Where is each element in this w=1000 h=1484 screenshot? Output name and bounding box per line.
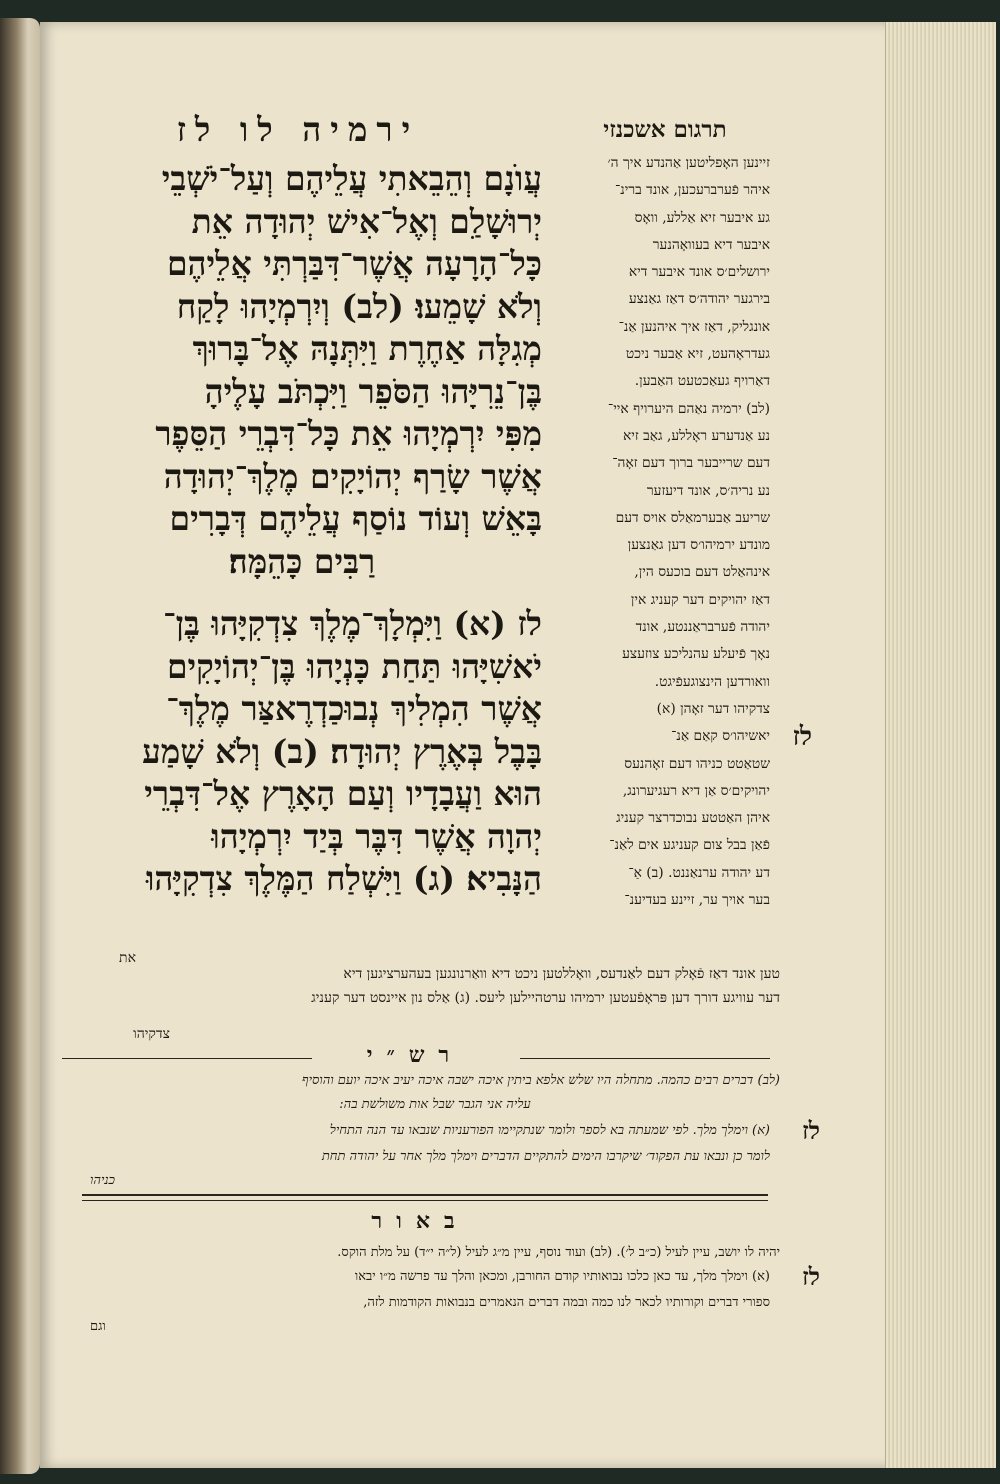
targum-line: דעם שרייבער ברוך דעם זאָה־ xyxy=(612,455,770,472)
targum-continuation-line: דער עוויגע דורך דען פּראָפֿעטען ירמיהו ערטהיילען ליעס. (ג) אַלס נון איינסט דער קעניג xyxy=(311,990,780,1006)
biur-line: יהיה לו יושב, עיין לעיל (כ״ב ל׳). (לב) ועוד נוסף, עיין מ״ג לעיל (ל״ה י״ד) על מלת הוקס. xyxy=(337,1245,780,1260)
targum-column xyxy=(545,150,770,958)
left-page-edge xyxy=(0,18,40,1474)
biur-heading: באור xyxy=(371,1208,469,1234)
targum-line: (לב) ירמיה נאַהם היערויף איי־ xyxy=(607,400,770,417)
main-text-line: יְרוּשָׁלַ͏ִם וְאֶל־אִישׁ יְהוּדָה אֵת xyxy=(191,201,542,241)
main-text-line: לז (א) וַיִּמְלָךְ־מֶלֶךְ צִדְקִיָּהוּ בֶּן־ xyxy=(162,604,542,643)
targum-chapter-marker: לז xyxy=(792,722,812,752)
rashi-chapter-marker: לז xyxy=(802,1116,820,1145)
rashi-line: כניהו xyxy=(90,1173,115,1188)
targum-line: יאשיהו׳ס קאַם אַנ־ xyxy=(671,728,770,745)
rashi-rule-right xyxy=(520,1058,770,1059)
main-text-line: הוּא וַעֲבָדָיו וְעַם הָאָרֶץ אֶל־דִּבְרֵי xyxy=(144,774,542,813)
biur-line: וגם xyxy=(90,1319,106,1334)
page-stack-edge xyxy=(885,22,996,1468)
targum-line: בער אויך ער, זיינע בעדיענ־ xyxy=(624,892,770,909)
targum-line: נאָך פֿיעלע עהנליכע צוזעצע xyxy=(622,646,770,663)
targum-line: איבער דיא בעוואָהנער xyxy=(652,236,770,253)
main-text-line: אֲשֶׁר שָׂרַף יְהוֹיָקִים מֶלֶךְ־יְהוּדָה xyxy=(163,456,542,496)
biur-chapter-marker: לז xyxy=(802,1262,820,1291)
rashi-line: לומר כן ונבאו עת הפקוד׳ שיקרבו הימים להתקיים הדברים וימלך מלך אחר על יהודה תחת xyxy=(321,1149,770,1164)
targum-line: יהודה פֿערבראַננטע, אונד xyxy=(635,619,770,636)
targum-line: בירגער יהודה׳ס דאַז גאַנצע xyxy=(628,291,770,308)
targum-line: פֿאַן בבל צום קעניגע אים לאַנ־ xyxy=(609,837,770,854)
rashi-rule-left xyxy=(62,1058,312,1059)
main-text-line: כָּל־הָרָעָה אֲשֶׁר־דִּבַּרְתִּי אֲלֵיהֶם xyxy=(166,244,542,283)
targum-line: נע נריה׳ס, אונד דיעזער xyxy=(646,482,770,499)
chapter-gap xyxy=(62,583,542,603)
main-text-line: יֹאשִׁיָּהוּ תַּחַת כָּנְיָהוּ בֶּן־יְהוֹיָקִים xyxy=(166,646,542,686)
targum-line: דאַרויף געאַכטעט האַבען. xyxy=(634,373,770,390)
main-text-line: וְלֹא שָׁמֵעוּ׃ (לב) וְיִרְמְיָהוּ לָקַח xyxy=(176,286,542,326)
biur-line: ספורי דברים וקורותיו לכאר לנו כמה ובמה דברים הנאמרים בנבואות הקודמות לזה, xyxy=(363,1295,770,1310)
main-text-line: אֲשֶׁר הִמְלִיךְ נְבוּכַדְרֶאצַּר מֶלֶךְ־ xyxy=(166,689,542,728)
main-text-line: מִפִּי יִרְמְיָהוּ אֵת כָּל־דִּבְרֵי הַסֵּפֶר xyxy=(155,414,542,453)
targum-line: דאַז יהויקים דער קעניג אין xyxy=(630,591,770,608)
biur-line: (א) וימלך מלך, עד כאן כלכו נבואותיו קודם החורבן, ומכאן והלך עד פרשה מ״ו יבאו xyxy=(354,1269,770,1284)
targum-line: אונגליק, דאַז איך איהנען אַנ־ xyxy=(618,318,770,335)
targum-line: וואורדען הינצוגעפֿיגט. xyxy=(654,673,770,690)
targum-line: איהן האַטטע נבוכדרצר קעניג xyxy=(616,810,770,827)
targum-line: אינהאַלט דעם בוכעס הין, xyxy=(634,564,770,581)
main-text-line: רַבִּים כָּהֵמָּה׃ xyxy=(228,541,376,581)
targum-line: מונדע ירמיהו׳ס דען גאַנצען xyxy=(627,537,770,554)
targum-line: יהויקים׳ס אַן דיא רעגיערונג, xyxy=(622,782,770,799)
targum-line: שטאַטט כניהו דעם זאָהנעס xyxy=(624,755,770,772)
main-text-line: מְגִלָּה אַחֶרֶת וַיִּתְּנָהּ אֶל־בָּרוּךְ xyxy=(192,329,542,368)
targum-line: דע יהודה ערנאַננט. (ב) אַ־ xyxy=(628,864,770,881)
targum-line: צדקיהו דער זאָהן (א) xyxy=(656,700,770,717)
targum-line: געדראָהעט, זיא אַבער ניכט xyxy=(625,346,770,363)
main-hebrew-text xyxy=(62,158,542,948)
targum-continuation-line: טען אונד דאַז פֿאָלק דעם לאַנדעס, וואָללטען ניכט דיא וואַרנונגען בעהערציגען דיא xyxy=(343,966,780,982)
main-text-line: בֶּן־נֵרִיָּהוּ הַסֹּפֵר וַיִּכְתֹּב עָלֶיהָ xyxy=(204,371,542,411)
book-title-header: ירמיה לו לז xyxy=(176,110,420,149)
rashi-line: עליה אני הגבר שבל אות משולשת בה: xyxy=(339,1097,531,1112)
main-text-line: עֲוֺנָם וְהֵבֵאתִי עֲלֵיהֶם וְעַל־יֹשְׁבֵי xyxy=(161,159,542,198)
targum-line: גע איבער זיא אַללע, וואָס xyxy=(634,209,770,226)
main-text-line: בָּאֵשׁ וְעוֹד נוֹסַף עֲלֵיהֶם דְּבָרִים xyxy=(169,499,542,538)
targum-line: שריעב אַבערמאַלס אויס דעם xyxy=(615,509,770,526)
section-divider xyxy=(82,1194,768,1196)
rashi-line: (לב) דברים רבים כהמה. מתחלה היו שלש אלפא ביתין איכה ישבה איכה יעיב איכה יועם והוסיף xyxy=(301,1073,780,1088)
main-text-line: בָּבֶל בְּאֶרֶץ יְהוּדָה׃ (ב) וְלֹא שָׁמַע xyxy=(142,731,542,771)
rashi-heading: רש״י xyxy=(366,1042,464,1068)
targum-line: ירושלים׳ס אונד איבער דיא xyxy=(628,264,770,281)
targum-line: איהר פֿערברעכען, אונד ברינ־ xyxy=(614,182,770,199)
catchword-side: צדקיהו xyxy=(133,1026,170,1042)
main-text-line: יְהוָה אֲשֶׁר דִּבֶּר בְּיַד יִרְמְיָהוּ xyxy=(211,816,542,856)
section-divider-thin xyxy=(82,1200,768,1201)
catchword-top: את xyxy=(119,950,136,966)
rashi-line: (א) וימלך מלך. לפי שמעתה בא לספר ולומר שנתקיימו הפורעניות שנבאו עד הנה התחיל xyxy=(329,1123,770,1138)
targum-title-header: תרגום אשכנזי xyxy=(603,116,727,143)
main-text-line: הַנָּבִיא׃ (ג) וַיִּשְׁלַח הַמֶּלֶךְ צִדְקִיָּהוּ xyxy=(145,859,542,898)
targum-line: נע אַנדערע ראָללע, גאַב זיא xyxy=(622,427,770,444)
targum-line: זיינען האָפליטען אַהנדע איך ה׳ xyxy=(607,155,770,171)
